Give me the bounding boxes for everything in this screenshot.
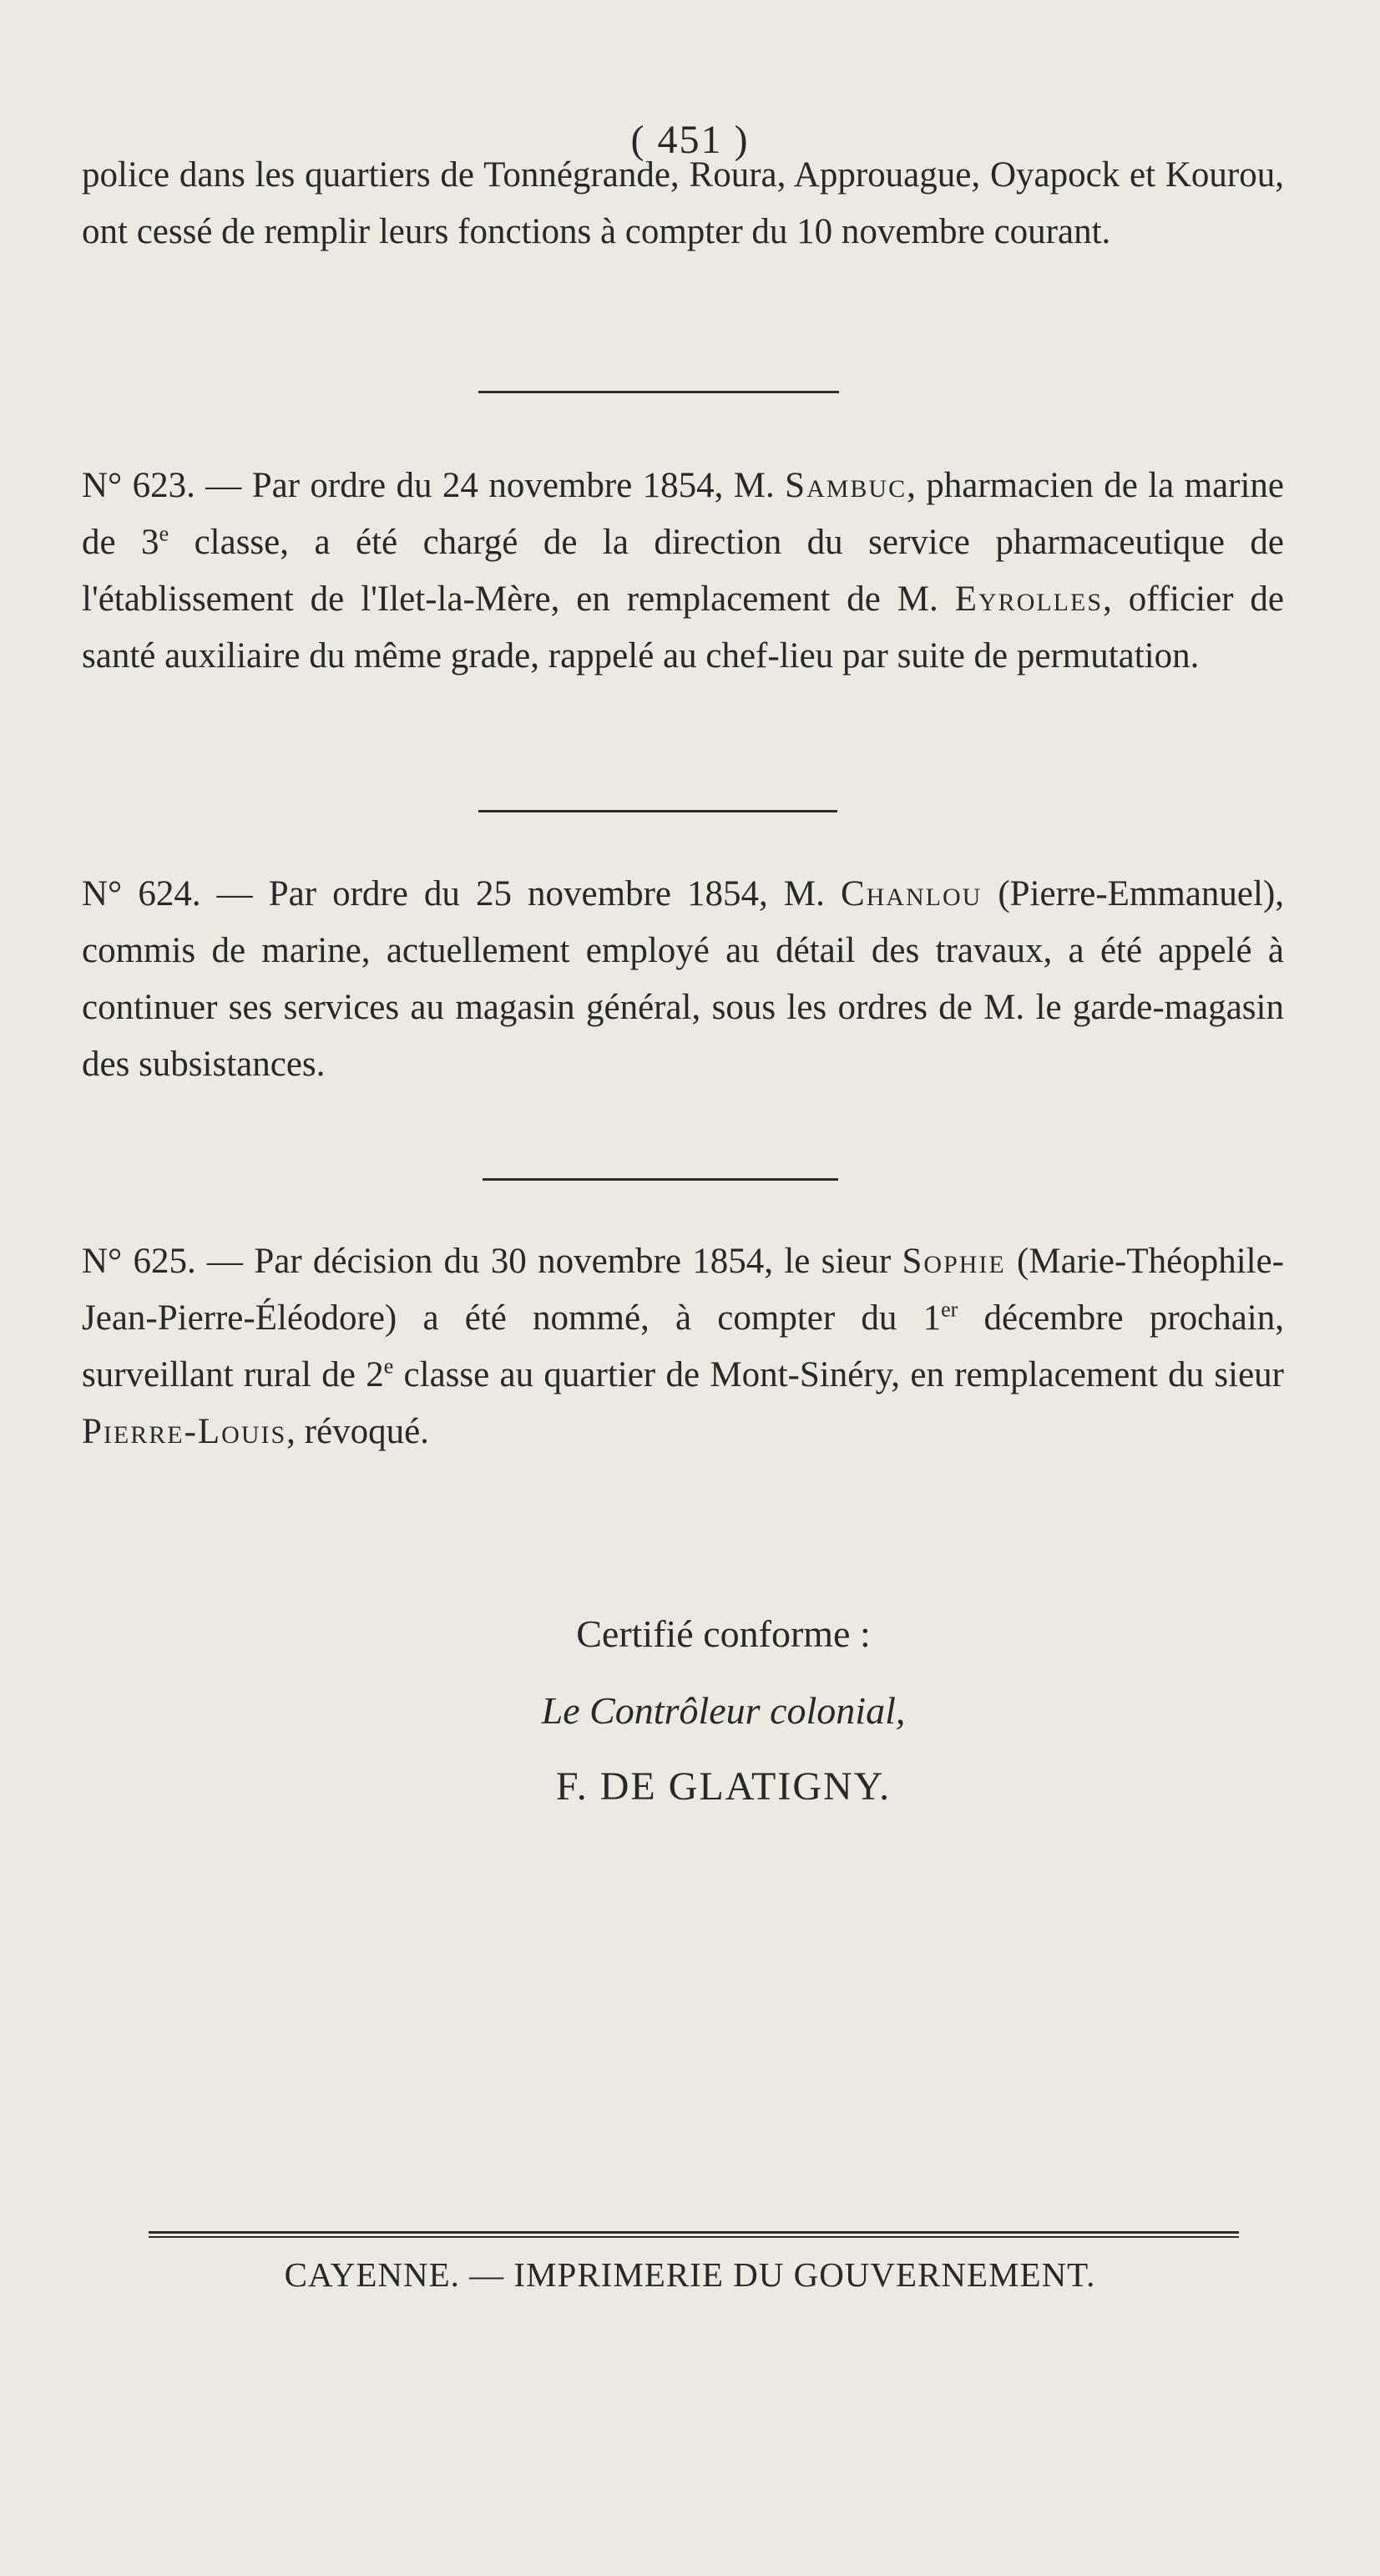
entry-text: classe, a été chargé de la direction du service pharmaceutique de l'établissement de l'Ilet-la-Mère, en remplacement de M.: [82, 523, 1284, 619]
continuation-paragraph: [82, 147, 1284, 261]
entry-number: N° 623.: [82, 466, 195, 505]
entry-text: (Pierre-Emmanuel), commis de marine, actuellement employé au détail des travaux, a été appelé à continuer ses services au magasin général, sous les ordres de M. le garde-magasin des subsistances.: [82, 874, 1285, 1084]
entry-paragraph: [82, 1233, 1284, 1460]
person-name: Sophie: [902, 1242, 1006, 1281]
entry-text: , pharmacien de la marine de 3: [82, 466, 1285, 562]
entry-paragraph: [82, 866, 1284, 1093]
separator-rule: [478, 810, 837, 812]
entry-text: classe au quartier de Mont-Sinéry, en remplacement du sieur: [393, 1355, 1284, 1394]
person-name: Pierre-Louis: [82, 1412, 287, 1451]
entry-text: — Par décision du 30 novembre 1854, le sieur: [195, 1242, 902, 1281]
certification-line: Certifié conforme :: [576, 1612, 871, 1655]
entry-text: , officier de santé auxiliaire du même grade, rappelé au chef-lieu par suite de permutation.: [82, 579, 1284, 676]
entry-624: [82, 866, 1284, 1093]
separator-rule: [483, 1178, 838, 1181]
separator-rule: [478, 391, 839, 393]
entry-text: décembre prochain, surveillant rural de 2: [82, 1298, 1285, 1394]
entry-text: — Par ordre du 25 novembre 1854, M.: [200, 874, 841, 913]
ordinal-suffix: er: [941, 1297, 958, 1322]
signatory-title: Le Contrôleur colonial,: [541, 1689, 906, 1732]
continuation-text: police dans les quartiers de Tonnégrande, Roura, Approuague, Oyapock et Kourou, ont cessé de remplir leurs fonctions à compter du 10 novembre courant.: [82, 155, 1284, 251]
page-number: ( 451 ): [630, 118, 750, 162]
person-name: Sambuc: [785, 466, 907, 505]
ordinal-suffix: e: [159, 521, 169, 546]
entry-623: [82, 458, 1284, 685]
person-name: Chanlou: [840, 874, 983, 913]
entry-text: , révoqué.: [286, 1412, 429, 1451]
entry-number: N° 625.: [82, 1242, 196, 1281]
entry-text: — Par ordre du 24 novembre 1854, M.: [195, 466, 786, 505]
signatory-name: F. DE GLATIGNY.: [555, 1764, 892, 1809]
person-name: Eyrolles: [954, 579, 1104, 619]
footer-double-rule: [149, 2231, 1239, 2238]
entry-paragraph: [82, 458, 1284, 685]
entry-625: [82, 1233, 1284, 1460]
entry-text: (Marie-Théophile-Jean-Pierre-Éléodore) a été nommé, à compter du 1: [82, 1242, 1284, 1338]
entry-number: N° 624.: [82, 874, 201, 913]
ordinal-suffix: e: [383, 1354, 394, 1379]
printer-imprint: CAYENNE. — IMPRIMERIE DU GOUVERNEMENT.: [284, 2255, 1096, 2294]
